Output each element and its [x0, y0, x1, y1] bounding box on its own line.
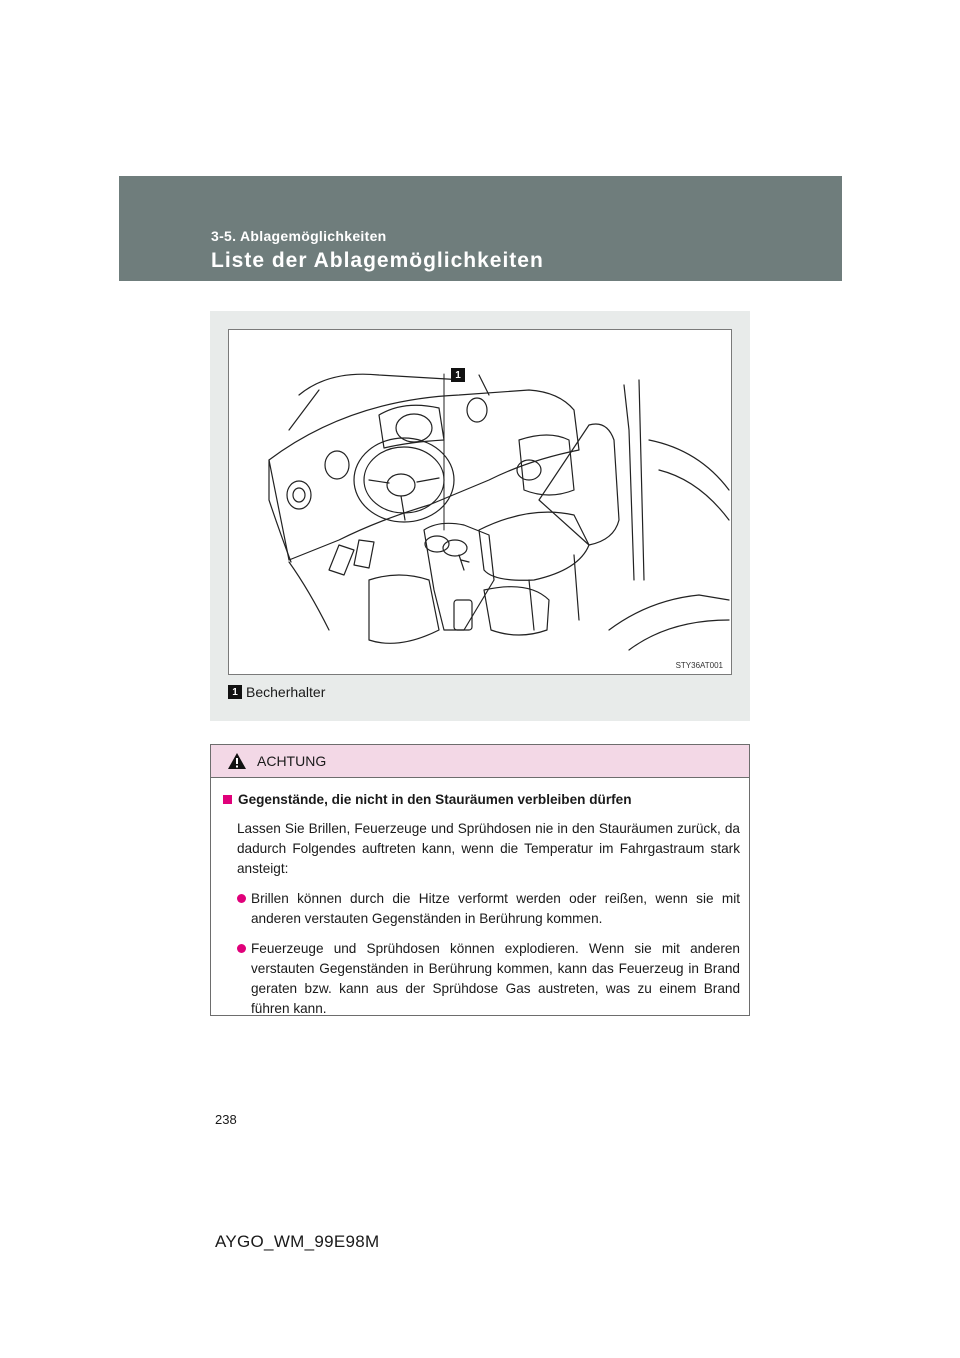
warning-item [251, 939, 740, 1019]
warning-header [211, 745, 749, 778]
header-band [119, 176, 842, 281]
warning-body [211, 778, 749, 1019]
warning-item-text: Brillen können durch die Hitze verformt werden oder reißen, wenn sie mit anderen verstauten Gegenständen in Berührung kommen. [251, 891, 740, 926]
figure-box [210, 311, 750, 721]
warning-item [251, 889, 740, 929]
page-number: 238 [215, 1112, 237, 1127]
callout-badge-1: 1 [451, 368, 465, 382]
figure-legend [228, 684, 325, 700]
section-label: 3-5. Ablagemöglichkeiten [211, 228, 387, 244]
legend-number-badge: 1 [228, 685, 242, 699]
image-code: STY36AT001 [675, 661, 723, 670]
legend-label-cup-holder: Becherhalter [246, 684, 326, 700]
document-code: AYGO_WM_99E98M [215, 1232, 380, 1251]
round-bullet-icon [237, 944, 246, 953]
warning-heading-text: Gegenstände, die nicht in den Stauräumen verbleiben dürfen [238, 792, 632, 807]
warning-title: ACHTUNG [257, 753, 327, 769]
car-interior-illustration [228, 329, 732, 675]
warning-intro: Lassen Sie Brillen, Feuerzeuge und Sprühdosen nie in den Stauräumen zurück, da dadurch Folgendes auftreten kann, wenn die Temperatur im Fahrgastraum stark ansteigt: [237, 821, 740, 876]
round-bullet-icon [237, 894, 246, 903]
warning-box [210, 744, 750, 1016]
warning-heading [223, 790, 740, 810]
warning-item-text: Feuerzeuge und Sprühdosen können explodieren. Wenn sie mit anderen verstauten Gegenständen in Berührung kommen, kann das Feuerzeug in Brand geraten bzw. kann aus der Sprühdose Gas austreten, was zu einem Brand führen kann. [251, 941, 740, 1016]
warning-triangle-icon [227, 752, 247, 770]
car-interior-drawing [229, 330, 732, 675]
square-bullet-icon [223, 795, 232, 804]
page-title: Liste der Ablagemöglichkeiten [211, 249, 544, 272]
